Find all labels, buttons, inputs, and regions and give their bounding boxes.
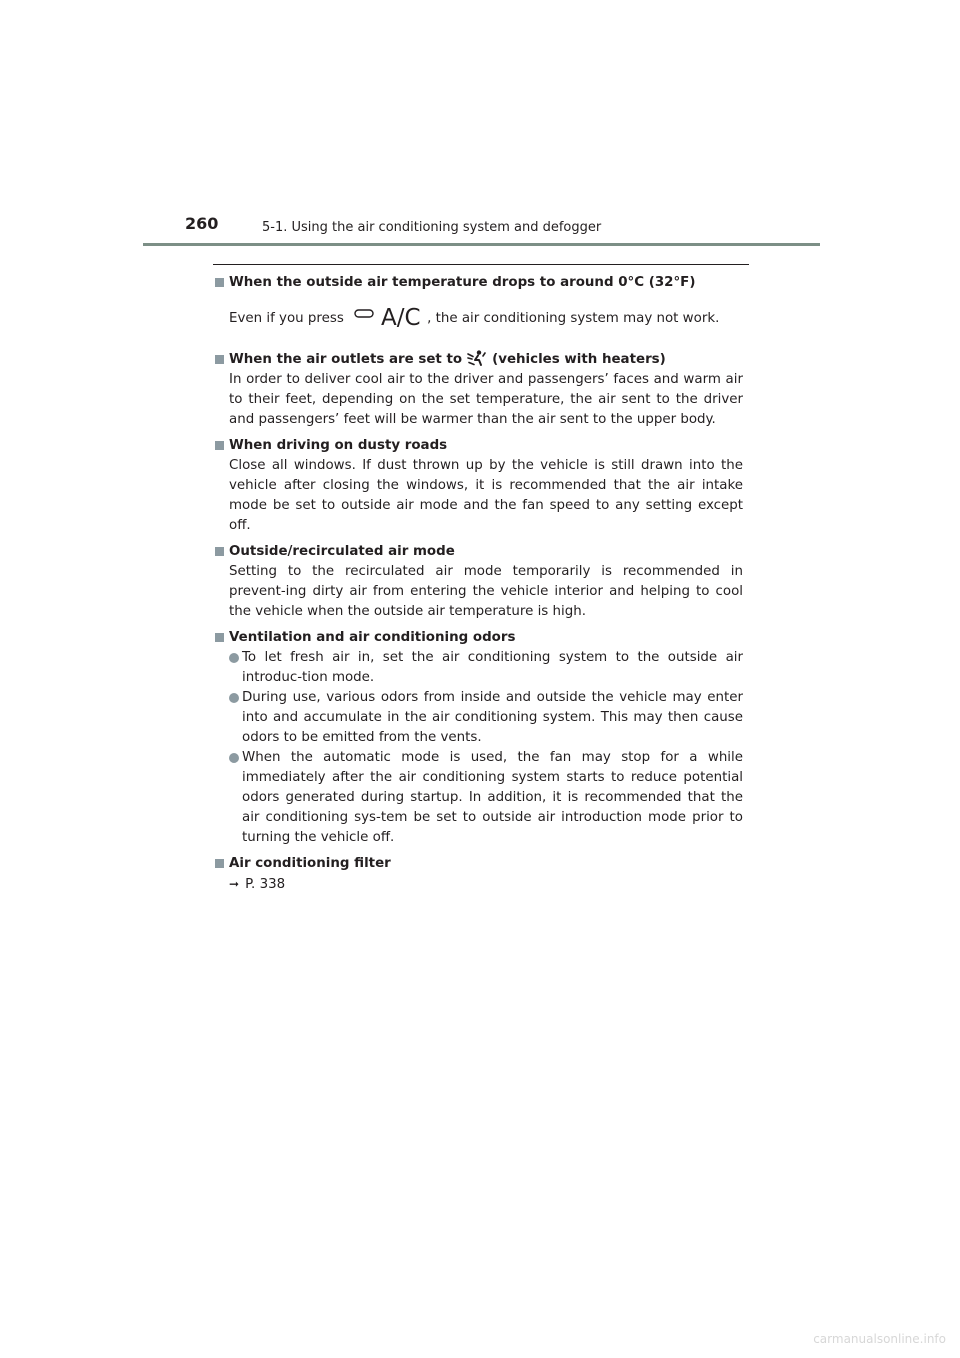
section-heading bbox=[214, 350, 743, 370]
list-item: During use, various odors from inside and outside the vehicle may enter into and accumulate in the air conditioning system. This may then cause odors to be emitted from the vents. bbox=[229, 688, 743, 748]
arrow-right-icon: ➞ bbox=[229, 877, 240, 891]
section-filter bbox=[214, 854, 743, 895]
section-heading: When driving on dusty roads bbox=[214, 436, 743, 456]
list-item: To let fresh air in, set the air conditioning system to the outside air introduc-tion mode. bbox=[229, 648, 743, 688]
vent-upper-lower-icon bbox=[466, 350, 486, 374]
body-prefix: Even if you press bbox=[229, 311, 344, 326]
section-air-mode bbox=[214, 542, 743, 622]
section-outside-air-temp bbox=[214, 273, 743, 336]
header-rule bbox=[143, 243, 820, 246]
section-title: 5-1. Using the air conditioning system and defogger bbox=[262, 220, 602, 235]
section-body: Close all windows. If dust thrown up by the vehicle is still drawn into the vehicle after closing the windows, it is recommended that the air intake mode be set to outside air mode and the fan speed to any setting except off. bbox=[229, 458, 743, 533]
content bbox=[214, 273, 743, 901]
bullet-list bbox=[214, 648, 743, 848]
section-odors bbox=[214, 628, 743, 848]
ac-button-icon bbox=[352, 303, 424, 336]
section-body: Setting to the recirculated air mode temporarily is recommended in prevent-ing dirty air from entering the vehicle interior and helping to cool the vehicle when the outside air temperature is high. bbox=[229, 564, 743, 619]
watermark: carmanualsonline.info bbox=[813, 1332, 946, 1346]
page-number: 260 bbox=[185, 214, 219, 233]
section-heading: Ventilation and air conditioning odors bbox=[214, 628, 743, 648]
body-suffix: , the air conditioning system may not work. bbox=[427, 311, 720, 326]
heading-suffix: (vehicles with heaters) bbox=[492, 352, 666, 367]
section-body bbox=[214, 303, 743, 336]
section-heading: Air conditioning filter bbox=[214, 854, 743, 874]
page-reference[interactable] bbox=[214, 874, 743, 895]
section-rule bbox=[213, 264, 749, 265]
list-item: When the automatic mode is used, the fan may stop for a while immediately after the air conditioning system starts to reduce potential odors generated during startup. In addition, it is recommended that the air conditioning sys-tem be set to outside air introduction mode prior to turning the vehicle off. bbox=[229, 748, 743, 848]
reference-link[interactable]: P. 338 bbox=[245, 877, 286, 892]
section-heading: When the outside air temperature drops to around 0°C (32°F) bbox=[214, 273, 743, 293]
section-body: In order to deliver cool air to the driver and passengers’ faces and warm air to their feet, depending on the set temperature, the air sent to the driver and passengers’ feet will be warmer than the air sent to the upper body. bbox=[229, 372, 743, 427]
heading-prefix: When the air outlets are set to bbox=[229, 352, 463, 367]
section-heading: Outside/recirculated air mode bbox=[214, 542, 743, 562]
section-dusty-roads bbox=[214, 436, 743, 536]
section-air-outlets bbox=[214, 350, 743, 430]
ac-button-label: A/C bbox=[381, 305, 421, 329]
